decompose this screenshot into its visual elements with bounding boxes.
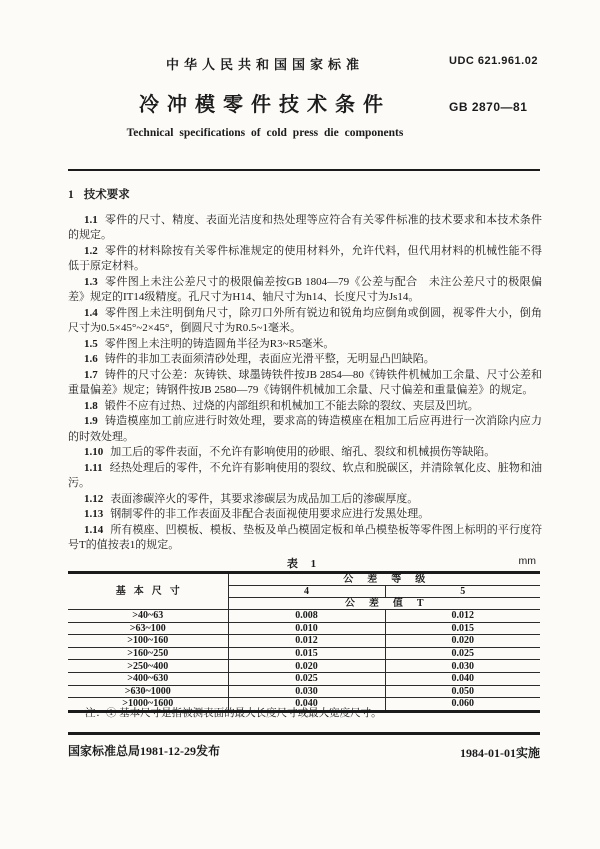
clause-1-10: 1.10 加工后的零件表面，不允许有影响使用的砂眼、缩孔、裂纹和机械损伤等缺陷。: [84, 446, 496, 458]
table-row: >40~63 0.008 0.012: [68, 610, 540, 623]
clause-1-14: 1.14 所有模座、凹模板、模板、垫板及单凸模固定板和单凸模垫板等零件图上标明的平行度符号T的值按表1的规定。: [68, 523, 542, 551]
footer-issued-date: 国家标准总局1981-12-29发布: [68, 744, 220, 758]
clause-1-5: 1.5 零件图上未注明的铸造圆角半径为R3~R5毫米。: [84, 337, 335, 350]
standard-code: GB 2870—81: [449, 100, 528, 114]
col-basic-size: 基本尺寸: [68, 573, 228, 610]
col-tolerance-value: 公差值T: [228, 598, 540, 610]
table-note: 注：① 基本尺寸是指被测表面的最大长度尺寸或最大宽度尺寸。: [85, 708, 382, 719]
col-grade-4: 4: [228, 586, 385, 598]
document-title-en: Technical specifications of cold press die components: [126, 127, 404, 139]
clause-1-2: 1.2 零件的材料除按有关零件标准规定的使用材料外，允许代料，但代用材料的机械性能不得低于原定材料。: [68, 244, 542, 272]
clause-1-12: 1.12 表面渗碳淬火的零件，其要求渗碳层为成品加工后的渗碳厚度。: [84, 492, 419, 505]
table-row: >160~250 0.015 0.025: [68, 647, 540, 660]
tolerance-table: [68, 571, 540, 713]
clause-1-13: 1.13 钢制零件的非工作表面及非配合表面视使用要求应进行发黑处理。: [84, 508, 430, 520]
table-row: >1000~1600 0.040 0.060: [68, 698, 540, 712]
clause-1-1: 1.1 零件的尺寸、精度、表面光洁度和热处理等应符合有关零件标准的技术要求和本技术条件的规定。: [68, 213, 542, 241]
table-header-row: [68, 573, 540, 586]
clause-1-3: 1.3 零件图上未注公差尺寸的极限偏差按GB 1804—79《公差与配合 未注公差尺寸的极限偏差》规定的IT14级精度。孔尺寸为H14、轴尺寸为h14、长度尺寸为Js14。: [68, 275, 542, 303]
footer-divider-rule: [68, 732, 540, 735]
table-unit: mm: [518, 555, 536, 567]
body-text: [68, 188, 542, 554]
section-title: 技术要求: [83, 189, 130, 201]
table-row: >400~630 0.025 0.040: [68, 672, 540, 685]
footer-implementation-date: 1984-01-01实施: [460, 746, 540, 760]
udc-number: UDC 621.961.02: [449, 55, 538, 67]
clause-1-9: 1.9 铸造模座加工前应进行时效处理，要求高的铸造模座在粗加工后应再进行一次消除内应力的时效处理。: [68, 415, 542, 443]
clause-1-4: 1.4 零件图上未注明倒角尺寸，除刃口外所有锐边和锐角均应倒角或倒圆，视零件大小，倒角尺寸为0.5×45°~2×45°，倒圆尺寸为R0.5~1毫米。: [68, 306, 542, 334]
header-divider-rule: [68, 169, 540, 171]
clause-1-8: 1.8 锻件不应有过热、过烧的内部组织和机械加工不能去除的裂纹、夹层及凹坑。: [84, 399, 479, 412]
section-number: 1: [68, 189, 74, 201]
table-row: >100~160 0.012 0.020: [68, 635, 540, 648]
col-grade-5: 5: [385, 586, 540, 598]
table-row: >630~1000 0.030 0.050: [68, 685, 540, 698]
col-tolerance-grade: 公差等级: [228, 573, 540, 586]
table-row: >63~100 0.010 0.015: [68, 622, 540, 635]
section-heading: [68, 188, 542, 204]
clause-1-6: 1.6 铸件的非加工表面须清砂处理，表面应光滑平整，无明显凸凹缺陷。: [84, 353, 435, 365]
clause-1-11: 1.11 经热处理后的零件，不允许有影响使用的裂纹、软点和脱碳区，并清除氧化皮、脏物和油污。: [68, 461, 542, 489]
national-standard-label: 中华人民共和国国家标准: [165, 57, 364, 72]
table-row: >250~400 0.020 0.030: [68, 660, 540, 673]
table-caption-row: [68, 555, 540, 569]
document-title-zh: 冷冲模零件技术条件: [139, 94, 391, 116]
table-caption: 表 1: [286, 558, 322, 570]
clause-1-7: 1.7 铸件的尺寸公差：灰铸铁、球墨铸铁件按JB 2854—80《铸铁件机械加工余量、尺寸公差和重量偏差》规定；铸钢件按JB 2580—79《铸钢件机械加工余量、尺寸偏差和重量偏差》的规定。: [68, 368, 542, 396]
